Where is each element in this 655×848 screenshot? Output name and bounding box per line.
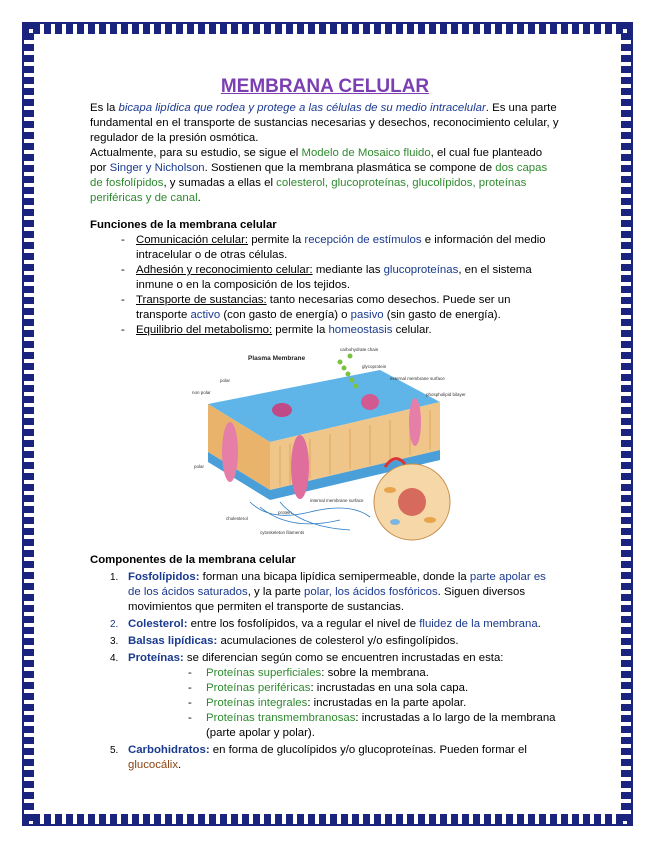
list-item: 3. Balsas lipídicas: acumulaciones de colesterol y/o esfingolípidos. [110, 635, 459, 647]
list-item: - Proteínas transmembranosas: incrustadas a lo largo de la membrana (parte apolar y polar). [188, 711, 560, 741]
components-heading: Componentes de la membrana celular [90, 554, 296, 566]
label-cholesterol: cholesterol [226, 516, 248, 521]
functions-list [90, 233, 560, 338]
nucleus [398, 488, 426, 516]
list-item: - Proteínas superficiales: sobre la membrana. [188, 666, 560, 681]
list-item: 4. Proteínas: se diferencian según como se encuentren incrustadas en esta: - Proteínas superficiales: sobre la membrana. - Proteínas periféricas: incrustadas en una sola capa. - Proteínas integrales: incrustadas en la parte apolar. - Proteínas transmembranosas: incrustadas a lo largo de la membrana (parte apolar y polar). [128, 651, 560, 741]
label-polar-bottom: polar [194, 464, 205, 469]
protein-shape [361, 394, 379, 410]
label-carbohydrate: carbohydrate chain [340, 347, 379, 352]
label-protein: protein [278, 510, 292, 515]
label-phospholipid: phospholipid bilayer [426, 392, 466, 397]
label-glycoprotein: glycoprotein [362, 364, 387, 369]
list-item: - Transporte de sustancias: tanto necesarias como desechos. Puede ser un transporte activo (con gasto de energía) o pasivo (sin gasto de energía). [121, 293, 560, 323]
list-item: - Equilibrio del metabolismo: permite la homeostasis celular. [121, 323, 560, 338]
list-item: - Adhesión y reconocimiento celular: mediante las glucoproteínas, en el sistema inmune o en la composición de los tejidos. [121, 263, 560, 293]
list-item: - Comunicación celular: permite la recepción de estímulos e información del medio intracelular o de otras células. [121, 233, 560, 263]
protein-shape [222, 422, 238, 482]
page-title: MEMBRANA CELULAR [220, 76, 430, 97]
document-body [90, 76, 560, 773]
label-polar-top: polar [220, 378, 231, 383]
figure-title: Plasma Membrane [248, 355, 306, 362]
protein-shape [272, 403, 292, 417]
components-list [90, 570, 560, 773]
protein-shape [409, 398, 421, 446]
border-left [22, 22, 34, 826]
plasma-membrane-figure [190, 342, 466, 547]
protein-types-list [128, 666, 560, 741]
label-internal: internal membrane surface [310, 498, 364, 503]
protein-shape [291, 435, 309, 499]
label-external: external membrane surface [390, 376, 445, 381]
list-item: 5. Carbohidratos: en forma de glucolípidos y/o glucoproteínas. Pueden formar el glucocálix. [110, 744, 527, 771]
border-right [621, 22, 633, 826]
list-item: - Proteínas periféricas: incrustadas en una sola capa. [188, 681, 560, 696]
membrane-illustration [190, 342, 466, 547]
border-top [22, 22, 633, 34]
intro-paragraph-2: Actualmente, para su estudio, se sigue el Modelo de Mosaico fluido, el cual fue planteado por Singer y Nicholson. Sostienen que la membrana plasmática se compone de dos capas de fosfolípidos, y sumadas a ellas el colesterol, glucoproteínas, glucolípidos, proteínas periféricas y de canal. [90, 147, 548, 204]
list-item: 1. Fosfolípidos: forman una bicapa lipídica semipermeable, donde la parte apolar es de los ácidos saturados, y la parte polar, los ácidos fosfóricos. Siguen diversos movimientos que permiten el transporte de sustancias. [110, 571, 546, 613]
intro-highlight: bicapa lipídica que rodea y protege a las células de su medio intracelular [118, 102, 486, 114]
label-cytoskeleton: cytoskeleton filaments [260, 530, 305, 535]
list-item: - Proteínas integrales: incrustadas en la parte apolar. [188, 696, 560, 711]
functions-heading: Funciones de la membrana celular [90, 219, 277, 231]
intro-paragraph-1: Es la bicapa lipídica que rodea y protege a las células de su medio intracelular. Es una parte fundamental en el transporte de sustancias necesarias y desechos, reconocimiento celular, y regulador de la presión osmótica. [90, 102, 559, 144]
border-bottom [22, 814, 633, 826]
label-nonpolar: non polar [192, 390, 211, 395]
list-item: 2. Colesterol: entre los fosfolípidos, va a regular el nivel de fluidez de la membrana. [110, 618, 541, 630]
